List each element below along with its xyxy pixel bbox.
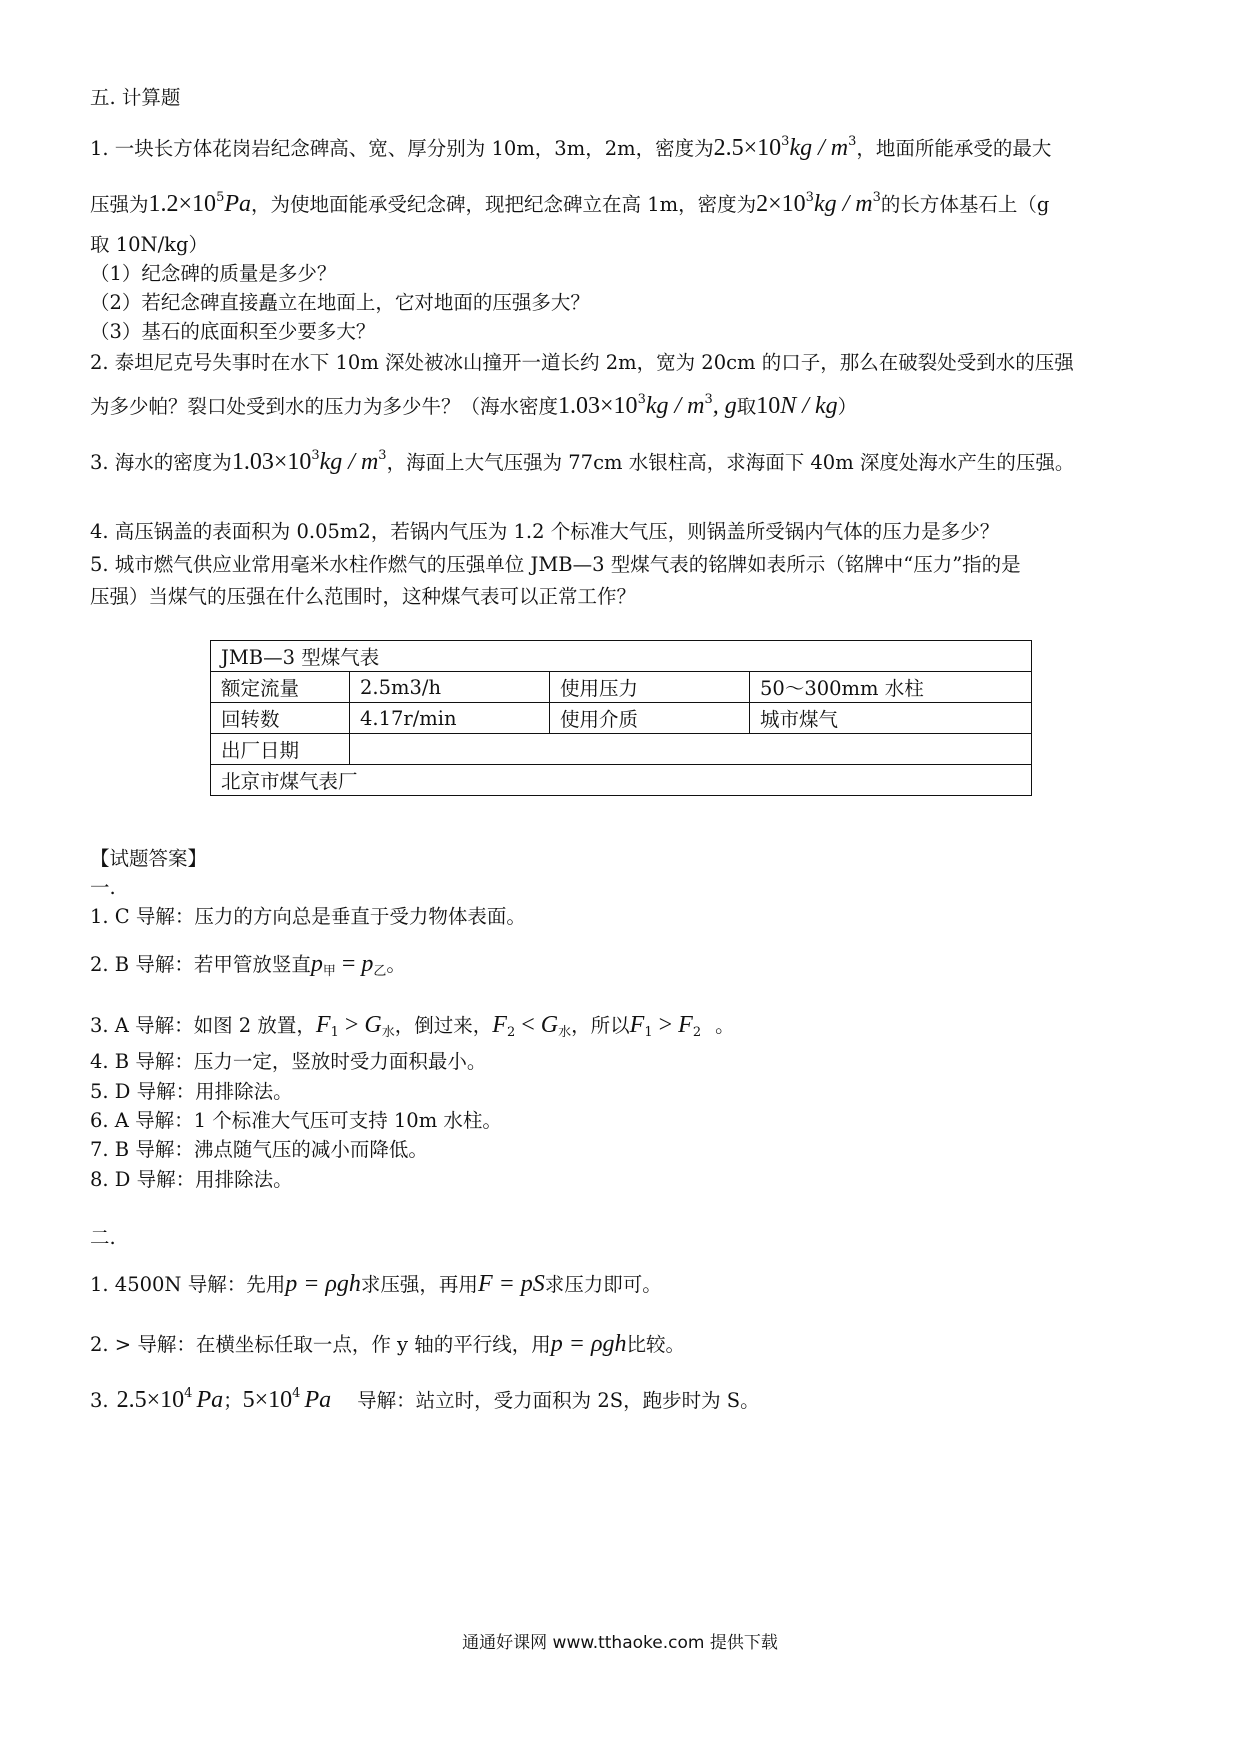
table-cell: 城市煤气 [750, 703, 1032, 734]
q1-density-coef: 2.5×10 [713, 135, 782, 161]
answer-1-1: 1. C 导解：压力的方向总是垂直于受力物体表面。 [90, 905, 526, 928]
a2-p1: p [310, 951, 323, 977]
q3-density-unit-exp: 3 [378, 448, 387, 463]
q3-density-unit: kg / m [319, 449, 379, 475]
page-footer: 通通好课网 www.tthaoke.com 提供下载 [462, 1633, 778, 1653]
q1-base-unit: kg / m [813, 191, 873, 217]
answer-1-7: 7. B 导解：沸点随气压的减小而降低。 [90, 1138, 428, 1161]
b1-formula1: p = ρgh [285, 1271, 361, 1297]
table-cell: 使用介质 [550, 703, 750, 734]
a3-g2-sub: 水 [558, 1025, 572, 1040]
b3-v2-coef: 5×10 [242, 1387, 293, 1413]
q3-text-a: 3. 海水的密度为 [90, 451, 232, 474]
a2-sub1: 甲 [322, 964, 336, 979]
answer-1-2 [90, 950, 1150, 980]
table-cell: 50～300mm 水柱 [750, 672, 1032, 703]
a3-f2-sub: 2 [506, 1025, 516, 1040]
table-cell: 出厂日期 [211, 734, 350, 765]
a2-sub2: 乙 [373, 964, 387, 979]
table-row [211, 641, 1032, 672]
q2-density-exp: 3 [637, 392, 646, 407]
a3-f2: F [492, 1012, 507, 1038]
a3-text: 3. A 导解：如图 2 放置， [90, 1014, 316, 1037]
q1-base-coef: 2×10 [756, 191, 806, 217]
q1-pmax-exp: 5 [216, 190, 225, 205]
b2-text: 2. > 导解：在横坐标任取一点，作 y 轴的平行线，用 [90, 1333, 551, 1356]
answer-1-4: 4. B 导解：压力一定，竖放时受力面积最小。 [90, 1050, 487, 1073]
q1-text-a: 1. 一块长方体花岗岩纪念碑高、宽、厚分别为 10m，3m，2m，密度为 [90, 137, 714, 160]
table-cell [350, 734, 1032, 765]
q1-pmax-coef: 1.2×10 [148, 191, 217, 217]
b2-formula: p = ρgh [550, 1331, 627, 1357]
b1-text: 1. 4500N 导解：先用 [90, 1273, 286, 1296]
q1-line1 [90, 134, 1150, 163]
answer-1-6: 6. A 导解：1 个标准大气压可支持 10m 水柱。 [90, 1109, 502, 1132]
table-cell: 4.17r/min [350, 703, 550, 734]
answers-part2-label: 二. [90, 1226, 116, 1249]
a3-so: ，所以 [571, 1014, 630, 1037]
q1-line2 [90, 190, 1150, 219]
gas-meter-nameplate-table [210, 640, 1032, 796]
table-cell: 额定流量 [211, 672, 350, 703]
q1-base-exp: 3 [805, 190, 814, 205]
table-cell: 使用压力 [550, 672, 750, 703]
b3-v1-exp: 4 [184, 1386, 193, 1401]
q2-line1: 2. 泰坦尼克号失事时在水下 10m 深处被冰山撞开一道长约 2m，宽为 20cm 的口子，那么在破裂处受到水的压强 [90, 351, 1074, 374]
q2-line2 [90, 392, 1150, 421]
q1-density-unit: kg / m [789, 135, 849, 161]
a3-g-sub: 水 [381, 1025, 395, 1040]
q1-base-unit-exp: 3 [872, 190, 881, 205]
b1-end: 求压力即可。 [544, 1273, 662, 1296]
b1-formula2: F = pS [477, 1271, 545, 1297]
q5-line1: 5. 城市燃气供应业常用毫米水柱作燃气的压强单位 JMB—3 型煤气表的铭牌如表所示（铭牌中“压力”指的是 [90, 553, 1021, 576]
table-row [211, 672, 1032, 703]
q2-density-unit: kg / m [645, 393, 705, 419]
answer-1-3 [90, 1011, 1150, 1041]
table-title-cell: JMB—3 型煤气表 [211, 641, 1032, 672]
q2-density-unit-exp: 3 [704, 392, 713, 407]
b3-text: 导解：站立时，受力面积为 2S，跑步时为 S。 [357, 1389, 760, 1412]
b3-v2-exp: 4 [292, 1386, 301, 1401]
table-row [211, 703, 1032, 734]
q1-density-unit-exp: 3 [848, 134, 857, 149]
a3-g2: G [540, 1012, 559, 1038]
table-cell: 回转数 [211, 703, 350, 734]
a3-f1-sub: 1 [330, 1025, 339, 1040]
b3-v2-unit: Pa [304, 1387, 332, 1413]
q1-density-exp: 3 [781, 134, 790, 149]
section-title: 五. 计算题 [90, 86, 181, 109]
q2-g-symbol: , g [712, 393, 737, 419]
b3-sep: ； [223, 1389, 243, 1412]
a2-text: 2. B 导解：若甲管放竖直 [90, 953, 311, 976]
table-footer-cell: 北京市煤气表厂 [211, 765, 1032, 796]
document-page [90, 0, 1150, 1754]
q3-density-coef: 1.03×10 [231, 449, 312, 475]
q1-pmax-unit: Pa [224, 191, 252, 217]
a3-gt2: > [652, 1012, 679, 1038]
q2-g-unit: N / kg [780, 393, 838, 419]
answer-2-3 [90, 1386, 1150, 1415]
q1-sub1: （1）纪念碑的质量是多少？ [90, 262, 337, 285]
q4-line: 4. 高压锅盖的表面积为 0.05m2，若锅内气压为 1.2 个标准大气压，则锅盖所受锅内气体的压力是多少？ [90, 520, 1000, 543]
b3-v1-coef: 2.5×10 [116, 1387, 185, 1413]
a3-f4-sub: 2 [692, 1025, 702, 1040]
table-cell: 2.5m3/h [350, 672, 550, 703]
b3-label: 3. [90, 1389, 109, 1412]
a2-p2: p [361, 951, 374, 977]
q1-text-d: ，为使地面能承受纪念碑，现把纪念碑立在高 1m，密度为 [251, 193, 757, 216]
q1-line3: 取 10N/kg） [90, 233, 208, 256]
b1-mid: 求压强，再用 [360, 1273, 478, 1296]
a3-f3-sub: 1 [644, 1025, 653, 1040]
a3-f1: F [315, 1012, 331, 1038]
q3-density-exp: 3 [311, 448, 320, 463]
answers-part1-label: 一. [90, 876, 116, 899]
a3-f3: F [629, 1012, 645, 1038]
q2-text-b: ） [837, 395, 858, 418]
q2-density-coef: 1.03×10 [558, 393, 638, 419]
a2-end: 。 [386, 953, 406, 976]
q2-text-a: 为多少帕？裂口处受到水的压力为多少牛？（海水密度 [90, 395, 559, 418]
q3-line [90, 448, 1150, 477]
a3-gt: > [338, 1012, 365, 1038]
q1-sub2: （2）若纪念碑直接矗立在地面上，它对地面的压强多大？ [90, 291, 590, 314]
q2-take: 取 [736, 395, 757, 418]
a3-g: G [364, 1012, 382, 1038]
b2-end: 比较。 [626, 1333, 685, 1356]
q1-text-b: ，地面所能承受的最大 [856, 137, 1052, 160]
b3-v1-unit: Pa [196, 1387, 224, 1413]
a3-mid: ，倒过来， [394, 1014, 493, 1037]
answer-1-8: 8. D 导解：用排除法。 [90, 1168, 293, 1191]
q3-text-b: ，海面上大气压强为 77cm 水银柱高，求海面下 40m 深度处海水产生的压强。 [386, 451, 1075, 474]
table-row [211, 734, 1032, 765]
q1-sub3: （3）基石的底面积至少要多大？ [90, 320, 376, 343]
q1-text-e: 的长方体基石上（g [880, 193, 1050, 216]
answer-2-1 [90, 1270, 1150, 1299]
a3-lt: < [515, 1012, 541, 1038]
a3-end: 。 [715, 1014, 735, 1037]
q1-text-c: 压强为 [90, 193, 149, 216]
answer-1-5: 5. D 导解：用排除法。 [90, 1080, 293, 1103]
a3-f4: F [678, 1012, 693, 1038]
q5-line2: 压强）当煤气的压强在什么范围时，这种煤气表可以正常工作？ [90, 585, 637, 608]
a2-eq: = [335, 951, 362, 977]
table-row [211, 765, 1032, 796]
answers-heading: 【试题答案】 [90, 847, 208, 870]
q2-g-value: 10 [756, 393, 781, 419]
answer-2-2 [90, 1330, 1150, 1359]
